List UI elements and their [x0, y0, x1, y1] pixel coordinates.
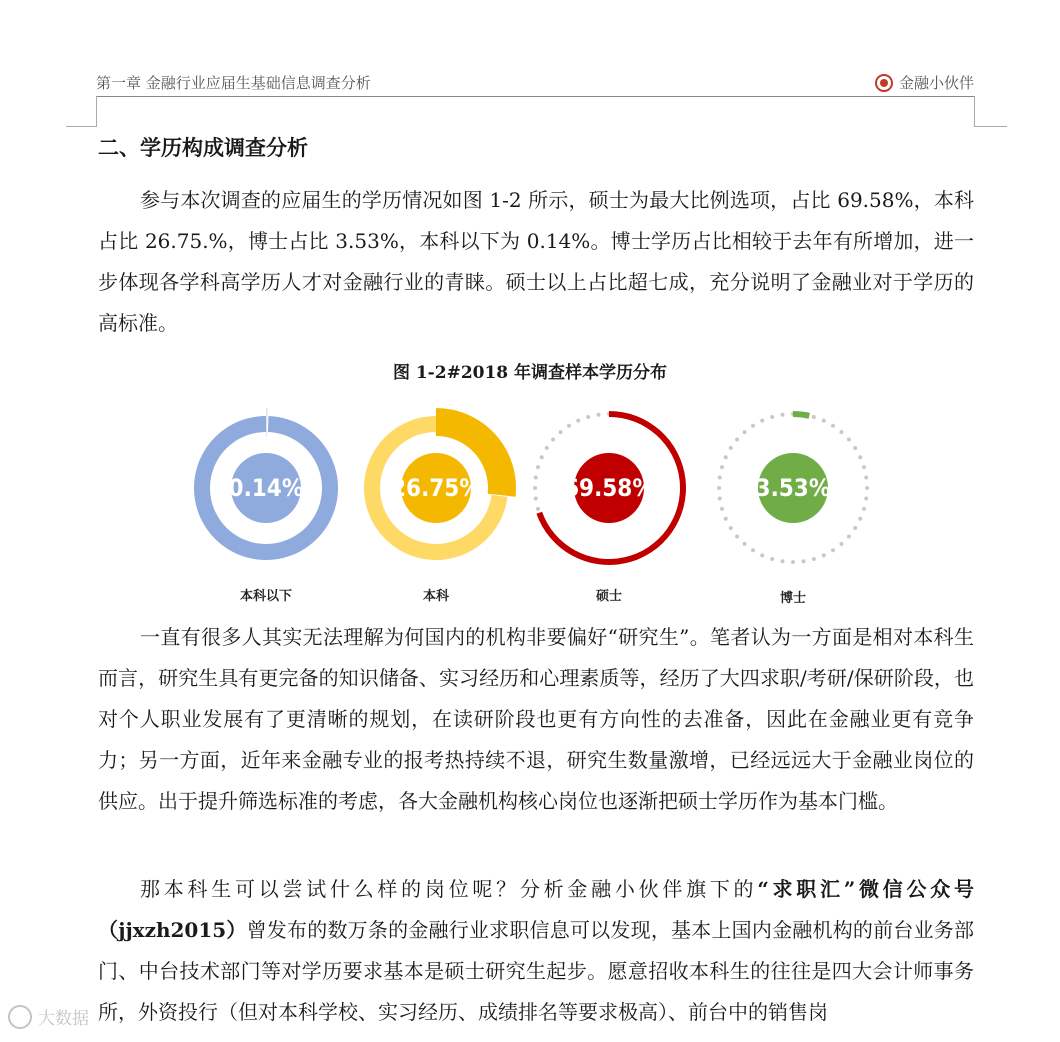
donut-dot-doctor [729, 446, 733, 450]
donut-value-arc-doctor [793, 411, 810, 419]
donut-dot-master [540, 455, 544, 459]
donut-dot-doctor [735, 438, 739, 442]
paragraph-3-wechat-account: “求职汇”微信公众号（jjxzh2015） [98, 877, 975, 942]
donut-dot-doctor [822, 419, 826, 423]
donut-dot-master [534, 497, 538, 501]
donut-dot-doctor [865, 486, 869, 490]
donut-dot-doctor [720, 507, 724, 511]
donut-dot-doctor [853, 526, 857, 530]
donut-dot-doctor [720, 465, 724, 469]
donut-dot-master [551, 438, 555, 442]
donut-dot-doctor [831, 424, 835, 428]
donut-dot-doctor [760, 553, 764, 557]
page-header [96, 70, 974, 96]
donut-dot-doctor [831, 548, 835, 552]
donut-dot-doctor [724, 455, 728, 459]
donut-dot-master [536, 465, 540, 469]
corner-mark-right [974, 96, 1007, 127]
donut-dot-master [534, 475, 538, 479]
donut-dot-doctor [770, 557, 774, 561]
brand-logo-icon [875, 74, 893, 92]
donut-dot-doctor [729, 526, 733, 530]
brand-name: 金融小伙伴 [898, 74, 974, 92]
donut-value-label-bachelor: 26.75% [391, 474, 481, 502]
donut-dot-doctor [839, 430, 843, 434]
figure-title: 图 1-2#2018 年调查样本学历分布 [392, 363, 668, 383]
donut-value-segment-below-bachelor [266, 408, 268, 436]
donut-dot-master [567, 424, 571, 428]
donut-category-label-doctor: 博士 [779, 591, 806, 606]
donut-dot-doctor [780, 413, 784, 417]
paragraph-3-text-b: 曾发布的数万条的金融行业求职信息可以发现，基本上国内金融机构的前台业务部门、中台技术部门等对学历要求基本是硕士研究生起步。愿意招收本科生的往往是四大会计师事务所，外资投行（但对本科学校、实习经历、成绩排名等要求极高）、前台中的销售岗 [98, 918, 974, 1024]
donut-dot-doctor [724, 517, 728, 521]
corner-mark-left [66, 96, 97, 127]
watermark-logo-icon [8, 1005, 32, 1029]
donut-dot-doctor [812, 557, 816, 561]
donut-value-label-below-bachelor: 0.14% [228, 474, 304, 502]
donut-dot-doctor [770, 415, 774, 419]
donut-dot-doctor [751, 548, 755, 552]
donut-dot-doctor [858, 517, 862, 521]
donut-dot-doctor [864, 497, 868, 501]
donut-dot-doctor [862, 507, 866, 511]
paragraph-2: 一直有很多人其实无法理解为何国内的机构非要偏好“研究生”。笔者认为一方面是相对本科生而言，研究生具有更完备的知识储备、实习经历和心理素质等，经历了大四求职/考研/保研阶段，也对个人职业发展有了更清晰的规划，在读研阶段也更有方向性的去准备，因此在金融业更有竞争力；另一方面，近年来金融专业的报考热持续不退，研究生数量激增，已经远远大于金融业岗位的供应。出于提升筛选标准的考虑，各大金融机构核心岗位也逐渐把硕士学历作为基本门槛。 [98, 625, 974, 813]
donut-dot-master [536, 507, 540, 511]
watermark [8, 1004, 89, 1029]
watermark-text: 大数据 [38, 1009, 89, 1029]
donut-dot-doctor [862, 465, 866, 469]
donut-chart-svg [180, 398, 900, 613]
donut-dot-doctor [743, 542, 747, 546]
donut-dot-master [596, 413, 600, 417]
donut-dot-master [559, 430, 563, 434]
donut-category-label-bachelor: 本科 [422, 589, 449, 604]
donut-dot-doctor [717, 486, 721, 490]
donut-category-label-below-bachelor: 本科以下 [239, 589, 292, 604]
chapter-title: 第一章 金融行业应届生基础信息调查分析 [96, 74, 371, 92]
donut-dot-doctor [839, 542, 843, 546]
donut-dot-doctor [735, 534, 739, 538]
donut-dot-doctor [864, 475, 868, 479]
donut-dot-doctor [853, 446, 857, 450]
donut-dot-doctor [847, 534, 851, 538]
donut-category-label-master: 硕士 [595, 589, 622, 604]
donut-dot-doctor [802, 559, 806, 563]
donut-dot-doctor [822, 553, 826, 557]
header-rule [96, 96, 974, 97]
donut-value-label-master: 69.58% [564, 474, 654, 502]
donut-dot-doctor [791, 560, 795, 564]
brand [875, 72, 974, 93]
donut-dot-doctor [718, 475, 722, 479]
donut-dot-master [586, 415, 590, 419]
donut-dot-doctor [847, 438, 851, 442]
donut-dot-doctor [718, 497, 722, 501]
paragraph-3 [98, 869, 974, 1033]
donut-dot-doctor [751, 424, 755, 428]
donut-dot-doctor [780, 559, 784, 563]
education-donut-chart [180, 398, 900, 613]
paragraph-3-text-a: 那本科生可以尝试什么样的岗位呢？分析金融小伙伴旗下的 [140, 877, 758, 901]
section-title: 二、学历构成调查分析 [98, 135, 308, 160]
donut-dot-doctor [858, 455, 862, 459]
donut-dot-doctor [760, 419, 764, 423]
donut-dot-master [533, 486, 537, 490]
donut-value-label-doctor: 3.53% [755, 474, 831, 502]
donut-dot-master [545, 446, 549, 450]
donut-dot-master [576, 419, 580, 423]
paragraph-1: 参与本次调查的应届生的学历情况如图 1-2 所示，硕士为最大比例选项，占比 69.58%，本科占比 26.75.%，博士占比 3.53%，本科以下为 0.14%。博士学历占比相较于去年有所增加，进一步体现各学科高学历人才对金融行业的青睐。硕士以上占比超七成，充分说明了金融业对于学历的高标准。 [98, 188, 974, 335]
donut-dot-doctor [812, 415, 816, 419]
donut-dot-doctor [743, 430, 747, 434]
